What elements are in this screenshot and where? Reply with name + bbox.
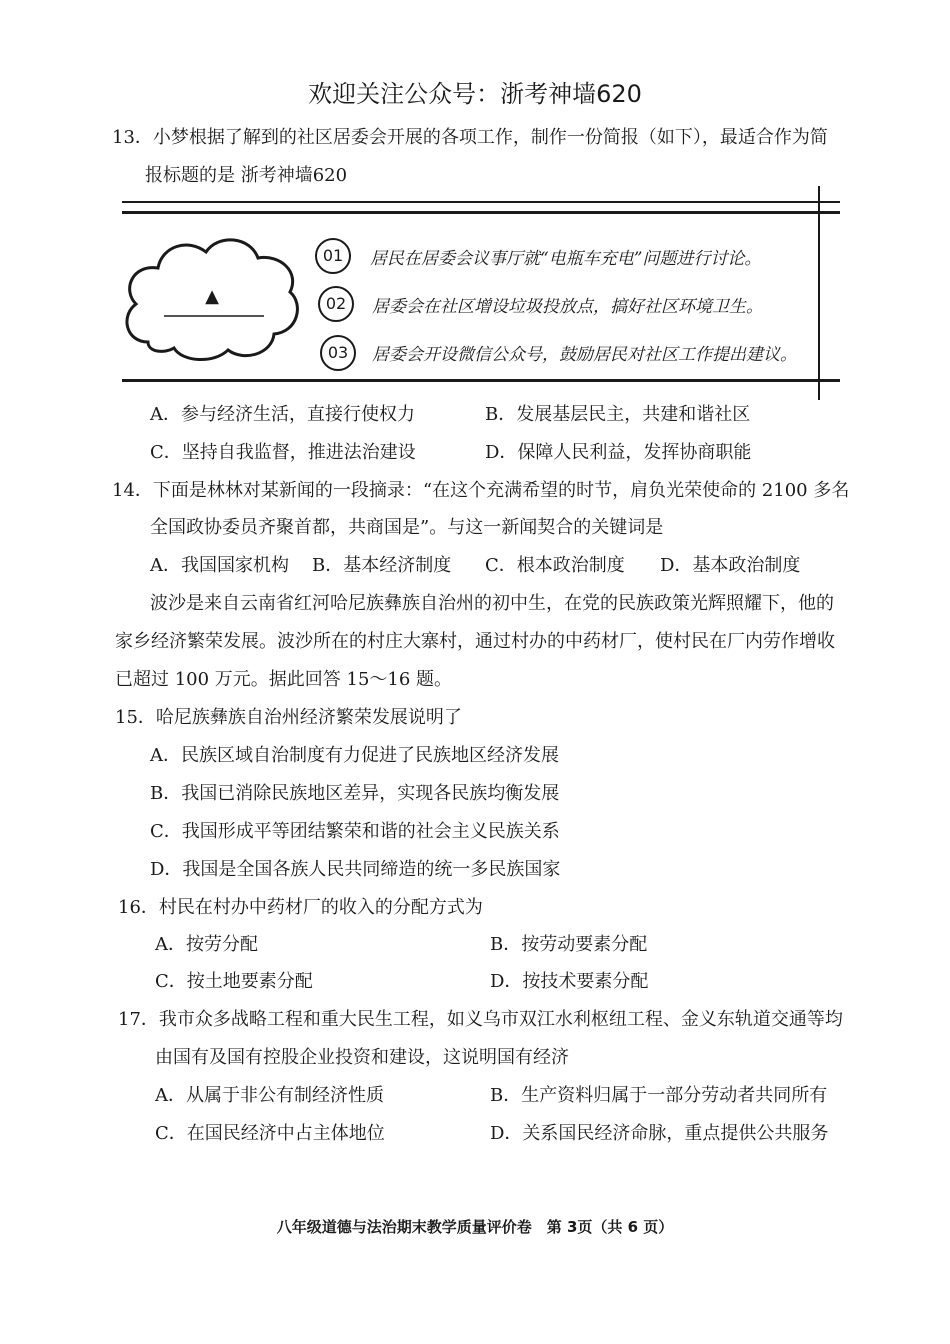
q13-option-b: B．发展基层民主，共建和谐社区 [485, 404, 751, 425]
q16-option-b: B．按劳动要素分配 [490, 934, 648, 955]
cloud-marker: ▲ [205, 286, 219, 307]
item-3-number: 03 [320, 335, 356, 371]
q15-option-b: B．我国已消除民族地区差异，实现各民族均衡发展 [150, 783, 560, 804]
q13-option-c: C．坚持自我监督，推进法治建设 [150, 442, 416, 463]
q15-option-c: C．我国形成平等团结繁荣和谐的社会主义民族关系 [150, 821, 560, 842]
q17-stem-line2: 由国有及国有控股企业投资和建设，这说明国有经济 [155, 1047, 569, 1068]
page-footer: 八年级道德与法治期末教学质量评价卷 第 3页（共 6 页） [276, 1218, 674, 1236]
material-line2: 家乡经济繁荣发展。波沙所在的村庄大寨村，通过村办的中药材厂，使村民在厂内劳作增收 [115, 631, 835, 652]
page-header: 欢迎关注公众号：浙考神墙620 [308, 80, 642, 108]
q14-option-c: C．根本政治制度 [485, 555, 625, 576]
item-2-text: 居委会在社区增设垃圾投放点，搞好社区环境卫生。 [372, 297, 763, 317]
material-line1: 波沙是来自云南省红河哈尼族彝族自治州的初中生，在党的民族政策光辉照耀下，他的 [150, 593, 834, 614]
q17-option-c: C．在国民经济中占主体地位 [155, 1123, 385, 1144]
item-1-text: 居民在居委会议事厅就“电瓶车充电”问题进行讨论。 [370, 249, 762, 269]
item-3-text: 居委会开设微信公众号，鼓励居民对社区工作提出建议。 [372, 345, 797, 365]
q15-option-d: D．我国是全国各族人民共同缔造的统一多民族国家 [150, 859, 561, 880]
item-1-number: 01 [315, 238, 351, 274]
cloud-title-box [118, 232, 304, 368]
item-2-number: 02 [318, 286, 354, 322]
q16-option-d: D．按技术要素分配 [490, 971, 649, 992]
q14-stem-line1: 14．下面是林林对某新闻的一段摘录：“在这个充满希望的时节，肩负光荣使命的 2100 多名 [112, 480, 850, 501]
q17-option-b: B．生产资料归属于一部分劳动者共同所有 [490, 1085, 828, 1106]
bulletin-top-rule-2 [122, 211, 840, 214]
q14-option-a: A．我国国家机构 [150, 555, 289, 576]
q14-option-d: D．基本政治制度 [660, 555, 801, 576]
q17-option-d: D．关系国民经济命脉，重点提供公共服务 [490, 1123, 829, 1144]
q15-stem: 15．哈尼族彝族自治州经济繁荣发展说明了 [115, 707, 462, 728]
q16-option-a: A．按劳分配 [155, 934, 258, 955]
q13-option-d: D．保障人民利益，发挥协商职能 [485, 442, 752, 463]
bulletin-right-rule [818, 186, 820, 400]
material-line3: 已超过 100 万元。据此回答 15～16 题。 [115, 669, 453, 690]
q14-stem-line2: 全国政协委员齐聚首都，共商国是”。与这一新闻契合的关键词是 [150, 517, 664, 538]
q16-stem: 16．村民在村办中药材厂的收入的分配方式为 [118, 897, 483, 918]
q16-option-c: C．按土地要素分配 [155, 971, 313, 992]
q13-stem-line2: 报标题的是 浙考神墙620 [145, 165, 348, 186]
q17-option-a: A．从属于非公有制经济性质 [155, 1085, 384, 1106]
q14-option-b: B．基本经济制度 [312, 555, 452, 576]
q17-stem-line1: 17．我市众多战略工程和重大民生工程，如义乌市双江水利枢纽工程、金义东轨道交通等均 [118, 1009, 843, 1030]
bulletin-bottom-rule [122, 379, 840, 382]
q15-option-a: A．民族区域自治制度有力促进了民族地区经济发展 [150, 745, 559, 766]
q13-stem-line1: 13．小梦根据了解到的社区居委会开展的各项工作，制作一份简报（如下），最适合作为简 [112, 127, 828, 148]
q13-option-a: A．参与经济生活，直接行使权力 [150, 404, 415, 425]
bulletin-top-rule-1 [122, 201, 840, 203]
